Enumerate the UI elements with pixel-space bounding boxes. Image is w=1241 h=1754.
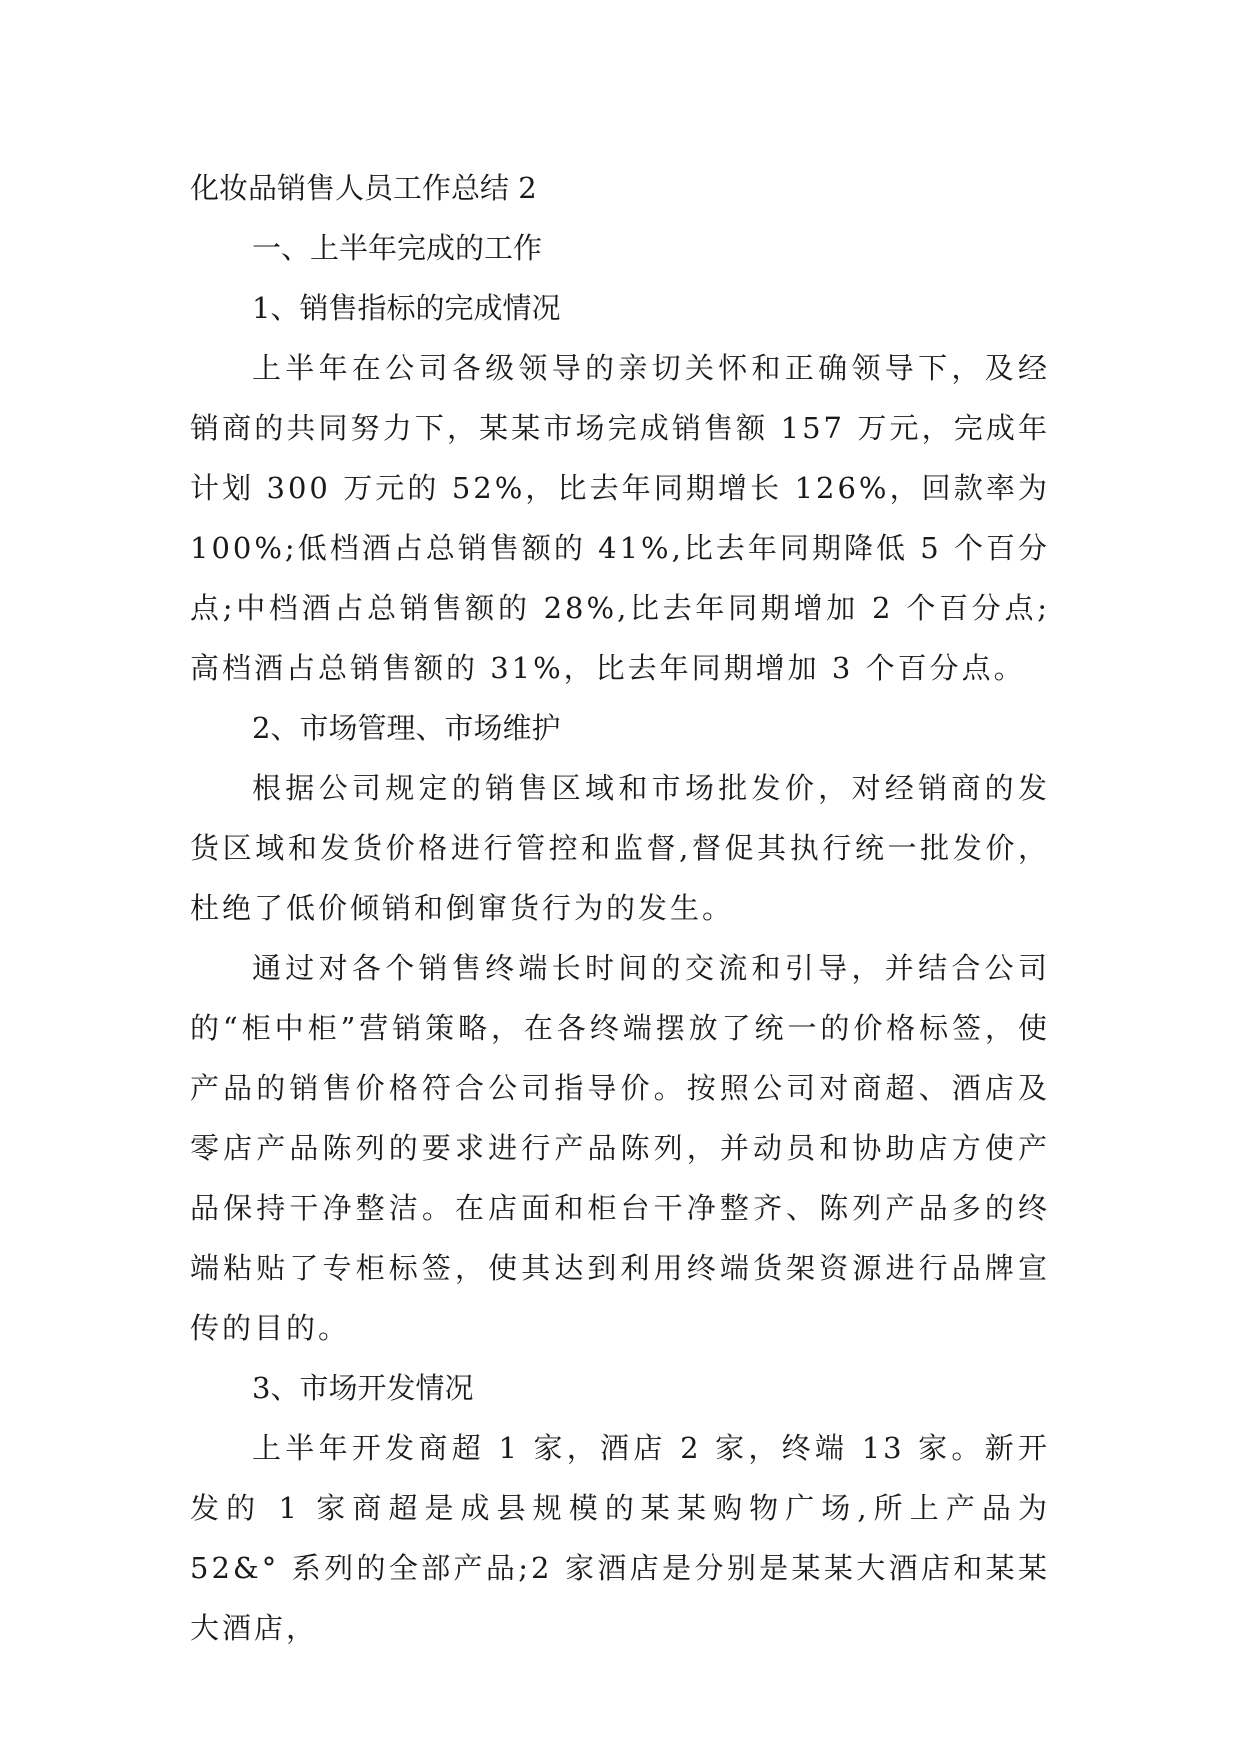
document-body bbox=[190, 158, 1050, 1658]
section-heading: 3、市场开发情况 bbox=[252, 1371, 474, 1405]
paragraph: 上半年在公司各级领导的亲切关怀和正确领导下，及经销商的共同努力下，某某市场完成销售额 157 万元，完成年计划 300 万元的 52%，比去年同期增长 126%，回款率为 100%;低档酒占总销售额的 41%,比去年同期降低 5 个百分点;中档酒占总销售额的 28%,比去年同期增加 2 个百分点;高档酒占总销售额的 31%，比去年同期增加 3 个百分点。 bbox=[190, 351, 1050, 685]
section-heading: 2、市场管理、市场维护 bbox=[252, 711, 561, 745]
paragraph: 通过对各个销售终端长时间的交流和引导，并结合公司的“柜中柜”营销策略，在各终端摆放了统一的价格标签，使产品的销售价格符合公司指导价。按照公司对商超、酒店及零店产品陈列的要求进行产品陈列，并动员和协助店方使产品保持干净整洁。在店面和柜台干净整齐、陈列产品多的终端粘贴了专柜标签，使其达到利用终端货架资源进行品牌宣传的目的。 bbox=[190, 951, 1050, 1345]
paragraph: 上半年开发商超 1 家，酒店 2 家，终端 13 家。新开发的 1 家商超是成县规模的某某购物广场,所上产品为 52&° 系列的全部产品;2 家酒店是分别是某某大酒店和某某大酒店， bbox=[190, 1431, 1050, 1645]
section-heading: 1、销售指标的完成情况 bbox=[252, 291, 561, 325]
paragraph: 根据公司规定的销售区域和市场批发价，对经销商的发货区域和发货价格进行管控和监督,督促其执行统一批发价，杜绝了低价倾销和倒窜货行为的发生。 bbox=[190, 771, 1050, 925]
section-heading: 一、上半年完成的工作 bbox=[252, 231, 543, 265]
document-title: 化妆品销售人员工作总结 2 bbox=[190, 171, 537, 205]
